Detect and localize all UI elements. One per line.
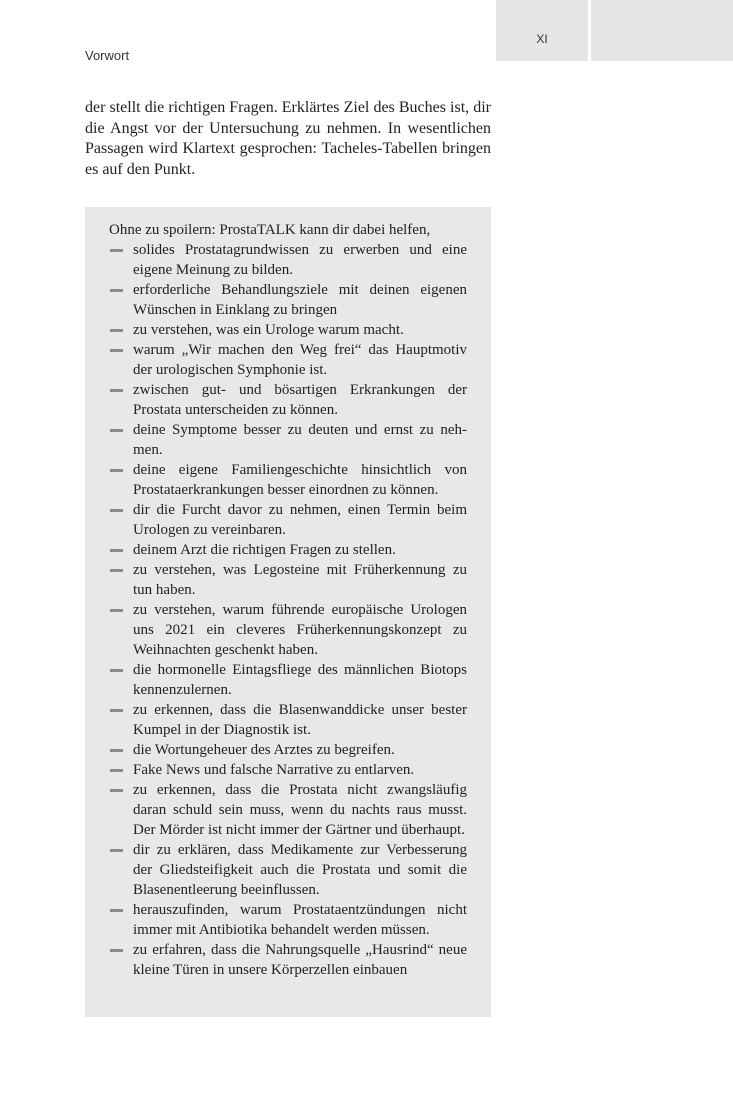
list-item-text: Fake News und falsche Narrative zu entlarven. bbox=[133, 762, 415, 778]
list-item-text: zu verstehen, was Legosteine mit Früherkennung zu tun haben. bbox=[133, 562, 467, 598]
list-item-text: deine Symptome besser zu deuten und ernst zu nehmen. bbox=[133, 422, 467, 458]
list-item-text: dir die Furcht davor zu nehmen, einen Termin beim Urologen zu vereinbaren. bbox=[133, 502, 467, 538]
list-item bbox=[109, 660, 467, 700]
intro-paragraph: der stellt die richtigen Fragen. Erklärtes Ziel des Buches ist, dir die Angst vor der Untersuchung zu nehmen. In wesentlichen Passagen wird Klartext gesprochen: Tacheles-Tabellen bringen es auf den Punkt. bbox=[85, 99, 491, 178]
list-item-text: zu verstehen, warum führende europäische Urologen uns 2021 ein cleveres Früherkennungskonzept zu Weihnachten geschenkt haben. bbox=[133, 602, 467, 658]
dash-bullet-icon bbox=[110, 429, 123, 432]
running-head: Vorwort bbox=[85, 48, 130, 63]
list-item-text: die hormonelle Eintagsfliege des männlichen Biotops kennenzulernen. bbox=[133, 662, 467, 698]
dash-bullet-icon bbox=[110, 769, 123, 772]
list-item-text: erforderliche Behandlungsziele mit deinen eigenen Wünschen in Einklang zu bringen bbox=[133, 282, 467, 318]
list-item bbox=[109, 380, 467, 420]
dash-bullet-icon bbox=[110, 509, 123, 512]
list-item bbox=[109, 700, 467, 740]
dash-bullet-icon bbox=[110, 549, 123, 552]
dash-bullet-icon bbox=[110, 849, 123, 852]
list-item-text: zu erfahren, dass die Nahrungsquelle „Hausrind“ neue kleine Türen in unsere Körperzellen einbauen bbox=[133, 942, 467, 978]
list-item bbox=[109, 840, 467, 900]
list-item bbox=[109, 780, 467, 840]
list-item bbox=[109, 320, 467, 340]
benefit-list bbox=[109, 240, 467, 980]
dash-bullet-icon bbox=[110, 669, 123, 672]
margin-tab bbox=[591, 0, 733, 61]
list-item bbox=[109, 560, 467, 600]
list-item-text: deine eigene Familiengeschichte hinsichtlich von Prostataerkrankungen besser einordnen zu können. bbox=[133, 462, 467, 498]
list-item-text: warum „Wir machen den Weg frei“ das Hauptmotiv der urologischen Symphonie ist. bbox=[133, 342, 467, 378]
list-item bbox=[109, 420, 467, 460]
box-intro: Ohne zu spoilern: ProstaTALK kann dir dabei helfen, bbox=[109, 222, 431, 238]
dash-bullet-icon bbox=[110, 609, 123, 612]
list-item bbox=[109, 600, 467, 660]
list-item bbox=[109, 940, 467, 980]
list-item bbox=[109, 760, 467, 780]
dash-bullet-icon bbox=[110, 949, 123, 952]
list-item-text: herauszufinden, warum Prostataentzündungen nicht immer mit Antibiotika behandelt werden müssen. bbox=[133, 902, 467, 938]
dash-bullet-icon bbox=[110, 349, 123, 352]
list-item bbox=[109, 240, 467, 280]
dash-bullet-icon bbox=[110, 389, 123, 392]
list-item-text: dir zu erklären, dass Medikamente zur Verbesserung der Gliedsteifigkeit auch die Prostata und somit die Blasenentleerung beeinflussen. bbox=[133, 842, 467, 898]
list-item-text: zwischen gut- und bösartigen Erkrankungen der Prostata unterscheiden zu können. bbox=[133, 382, 467, 418]
dash-bullet-icon bbox=[110, 709, 123, 712]
list-item bbox=[109, 740, 467, 760]
list-item-text: zu erkennen, dass die Blasenwanddicke unser bester Kumpel in der Diagnostik ist. bbox=[133, 702, 467, 738]
list-item bbox=[109, 460, 467, 500]
list-item bbox=[109, 900, 467, 940]
list-item bbox=[109, 500, 467, 540]
list-item-text: deinem Arzt die richtigen Fragen zu stellen. bbox=[133, 542, 396, 558]
dash-bullet-icon bbox=[110, 789, 123, 792]
list-item-text: die Wortungeheuer des Arztes zu begreifen. bbox=[133, 742, 395, 758]
list-item bbox=[109, 540, 467, 560]
list-item-text: zu verstehen, was ein Urologe warum macht. bbox=[133, 322, 404, 338]
summary-box bbox=[85, 207, 491, 1017]
list-item-text: zu erkennen, dass die Prostata nicht zwangsläufig daran schuld sein muss, wenn du nachts raus musst. Der Mörder ist nicht immer der Gärtner und überhaupt. bbox=[133, 782, 467, 838]
list-item bbox=[109, 340, 467, 380]
page-number-tab bbox=[496, 0, 588, 61]
dash-bullet-icon bbox=[110, 469, 123, 472]
list-item bbox=[109, 280, 467, 320]
dash-bullet-icon bbox=[110, 329, 123, 332]
dash-bullet-icon bbox=[110, 249, 123, 252]
dash-bullet-icon bbox=[110, 289, 123, 292]
dash-bullet-icon bbox=[110, 749, 123, 752]
dash-bullet-icon bbox=[110, 909, 123, 912]
list-item-text: solides Prostatagrundwissen zu erwerben und eine eigene Meinung zu bilden. bbox=[133, 242, 467, 278]
dash-bullet-icon bbox=[110, 569, 123, 572]
page-number: XI bbox=[536, 32, 548, 46]
